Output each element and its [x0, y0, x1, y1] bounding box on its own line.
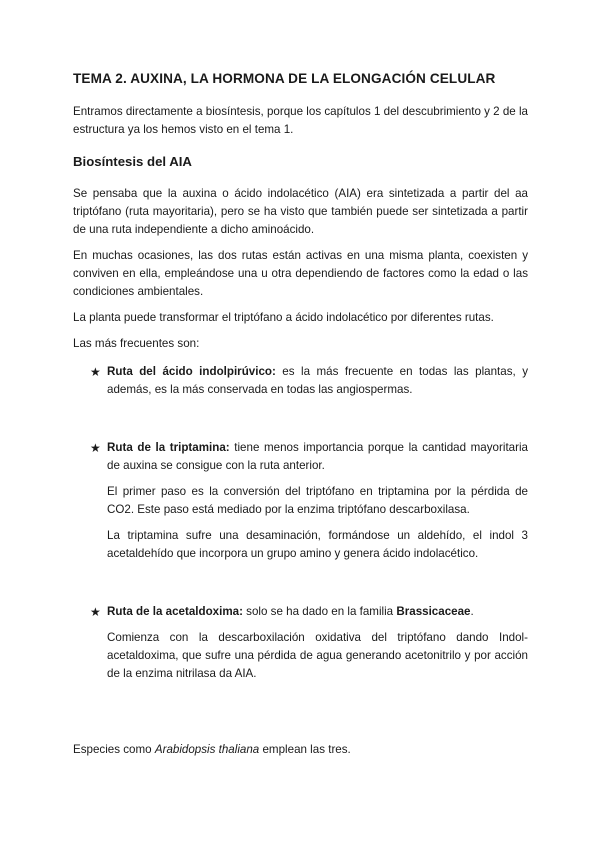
route-detail: La triptamina sufre una desaminación, formándose un aldehído, el indol 3 acetaldehído que incorpora un grupo amino y genera ácido indolacético. [107, 529, 528, 560]
intro-paragraph: Entramos directamente a biosíntesis, porque los capítulos 1 del descubrimiento y 2 de la estructura ya los hemos visto en el tema 1. [73, 105, 528, 136]
family-name: Brassicaceae [396, 605, 471, 618]
star-icon: ★ [90, 365, 101, 379]
paragraph-2: En muchas ocasiones, las dos rutas están activas en una misma planta, coexisten y conviven en ella, empleándose una u otra dependiendo de factores como la edad o las condiciones ambientales. [73, 249, 528, 298]
route-name: Ruta del ácido indolpirúvico: [107, 365, 276, 378]
page-title: TEMA 2. AUXINA, LA HORMONA DE LA ELONGACIÓN CELULAR [73, 71, 496, 86]
route-text: solo se ha dado en la familia [242, 605, 397, 618]
route-text: tiene menos importancia porque la cantidad mayoritaria de auxina se consigue con la ruta anterior. [107, 441, 528, 472]
star-icon: ★ [90, 605, 101, 619]
route-indolpiruvico [73, 363, 528, 399]
closing-suffix: emplean las tres. [259, 743, 351, 756]
route-name: Ruta de la triptamina: [107, 441, 230, 454]
route-detail: El primer paso es la conversión del triptófano en triptamina por la pérdida de CO2. Este paso está mediado por la enzima triptófano descarboxilasa. [107, 485, 528, 516]
route-name: Ruta de la acetaldoxima: [107, 605, 243, 618]
route-triptamina [73, 439, 528, 475]
route-detail: Comienza con la descarboxilación oxidativa del triptófano dando Indol-acetaldoxima, que sufre una pérdida de agua generando acetonitrilo y por acción de la enzima nitrilasa da AIA. [107, 631, 528, 680]
route-acetaldoxima [73, 603, 528, 621]
star-icon: ★ [90, 441, 101, 455]
species-name: Arabidopsis thaliana [154, 743, 260, 756]
document-page [73, 70, 528, 767]
section-heading: Biosíntesis del AIA [73, 154, 192, 169]
closing-prefix: Especies como [73, 743, 155, 756]
route-text: es la más frecuente en todas las plantas, y además, es la más conservada en todas las angiospermas. [107, 365, 529, 396]
paragraph-3: La planta puede transformar el triptófano a ácido indolacético por diferentes rutas. [73, 311, 494, 324]
closing-paragraph [73, 741, 528, 759]
paragraph-1: Se pensaba que la auxina o ácido indolacético (AIA) era sintetizada a partir del aa triptófano (ruta mayoritaria), pero se ha visto que también puede ser sintetizada a partir de una ruta independiente a dicho aminoácido. [73, 187, 528, 236]
route-end: . [470, 605, 474, 618]
paragraph-4: Las más frecuentes son: [73, 337, 200, 350]
